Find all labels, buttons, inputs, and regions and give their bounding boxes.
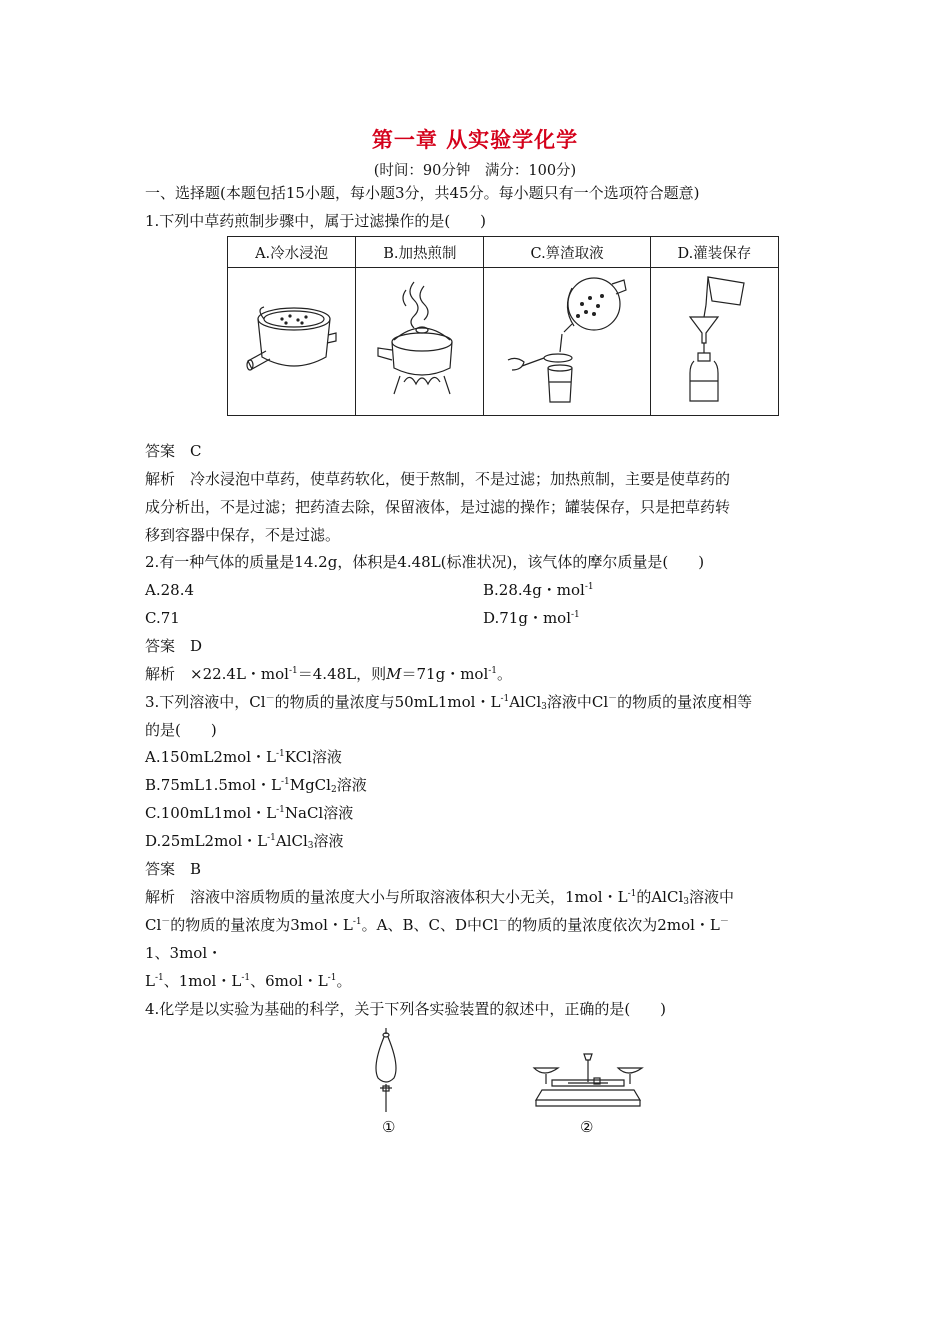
q3-option-d: D.25mL2mol・$L^{-1}AlCl_3$溶液 — [145, 832, 344, 851]
q3-stem: 3.下列溶液中，Cl－的物质的量浓度与50mL1mol・$L^{-1}AlCl_3$溶液中Cl－的物质的量浓度相等 — [145, 693, 753, 712]
balance-scale-icon — [528, 1050, 648, 1112]
q2-option-b: B.28.4g・mol$^{-1}$ — [483, 581, 594, 599]
q4-figure-2-label: ② — [580, 1118, 594, 1136]
q2-answer: 答案 D — [145, 637, 203, 655]
q1-option-c: C.箅渣取液 — [484, 237, 650, 268]
q1-image-b — [356, 268, 484, 416]
q1-analysis-line: 成分析出，不是过滤；把药渣去除，保留液体，是过滤的操作；罐装保存，只是把草药转 — [145, 498, 731, 516]
q3-answer: 答案 B — [145, 860, 202, 878]
q1-image-c — [484, 268, 650, 416]
soaking-pot-icon — [242, 285, 342, 395]
q3-analysis-line: $L^{-1}$、1mol・$L^{-1}$、6mol・$L^{-1}$。 — [145, 972, 352, 990]
q2-analysis: 解析 ×22.4L・mol$^{-1}$＝4.48L，则M＝71g・mol$^{-1}$。 — [145, 665, 513, 683]
q1-image-d — [650, 268, 778, 416]
q1-option-table — [227, 236, 779, 416]
q2-option-d: D.71g・mol$^{-1}$ — [483, 609, 580, 627]
q3-stem-cont: 的是( ) — [145, 721, 217, 739]
section-heading: 一、选择题(本题包括15小题，每小题3分，共45分。每小题只有一个选项符合题意) — [145, 184, 700, 202]
q2-option-c: C.71 — [145, 609, 180, 627]
q1-option-d: D.灌装保存 — [650, 237, 778, 268]
heating-pot-icon — [370, 276, 470, 404]
q1-option-b: B.加热煎制 — [356, 237, 484, 268]
q3-option-a: A.150mL2mol・$L^{-1}KCl$溶液 — [145, 748, 342, 766]
q3-analysis-line: 解析 溶液中溶质物质的量浓度大小与所取溶液体积大小无关，1mol・$L^{-1}$的AlCl$_3$溶液中 — [145, 888, 734, 907]
q1-answer: 答案 C — [145, 442, 202, 460]
q1-image-a — [228, 268, 356, 416]
q1-analysis-line: 解析 冷水浸泡中草药，使草药软化，便于熬制，不是过滤；加热煎制，主要是使草药的 — [145, 470, 731, 488]
q4-figure-1-label: ① — [382, 1118, 396, 1136]
q1-option-a: A.冷水浸泡 — [228, 237, 356, 268]
q2-stem: 2.有一种气体的质量是14.2g，体积是4.48L(标准状况)，该气体的摩尔质量是( ) — [145, 553, 705, 571]
q3-analysis-line: Cl－的物质的量浓度为3mol・$L^{-1}$。A、B、C、D中Cl－的物质的量浓度依次为2mol・L－ — [145, 916, 729, 934]
q1-stem: 1.下列中草药煎制步骤中，属于过滤操作的是( ) — [145, 212, 487, 230]
q3-analysis-line: 1、3mol・ — [145, 944, 223, 962]
q4-stem: 4.化学是以实验为基础的科学，关于下列各实验装置的叙述中，正确的是( ) — [145, 1000, 667, 1018]
filtering-icon — [502, 274, 632, 406]
bottling-icon — [664, 273, 764, 407]
q3-option-c: C.100mL1mol・$L^{-1}NaCl$溶液 — [145, 804, 354, 822]
q1-analysis-line: 移到容器中保存，不是过滤。 — [145, 526, 341, 544]
q3-option-b: B.75mL1.5mol・$L^{-1}MgCl_2$溶液 — [145, 776, 367, 795]
separatory-funnel-icon — [368, 1026, 404, 1116]
q2-option-a: A.28.4 — [145, 581, 194, 599]
page-subtitle: (时间：90分钟 满分：100分) — [373, 163, 577, 179]
page-title: 第一章 从实验学化学 — [371, 128, 579, 152]
